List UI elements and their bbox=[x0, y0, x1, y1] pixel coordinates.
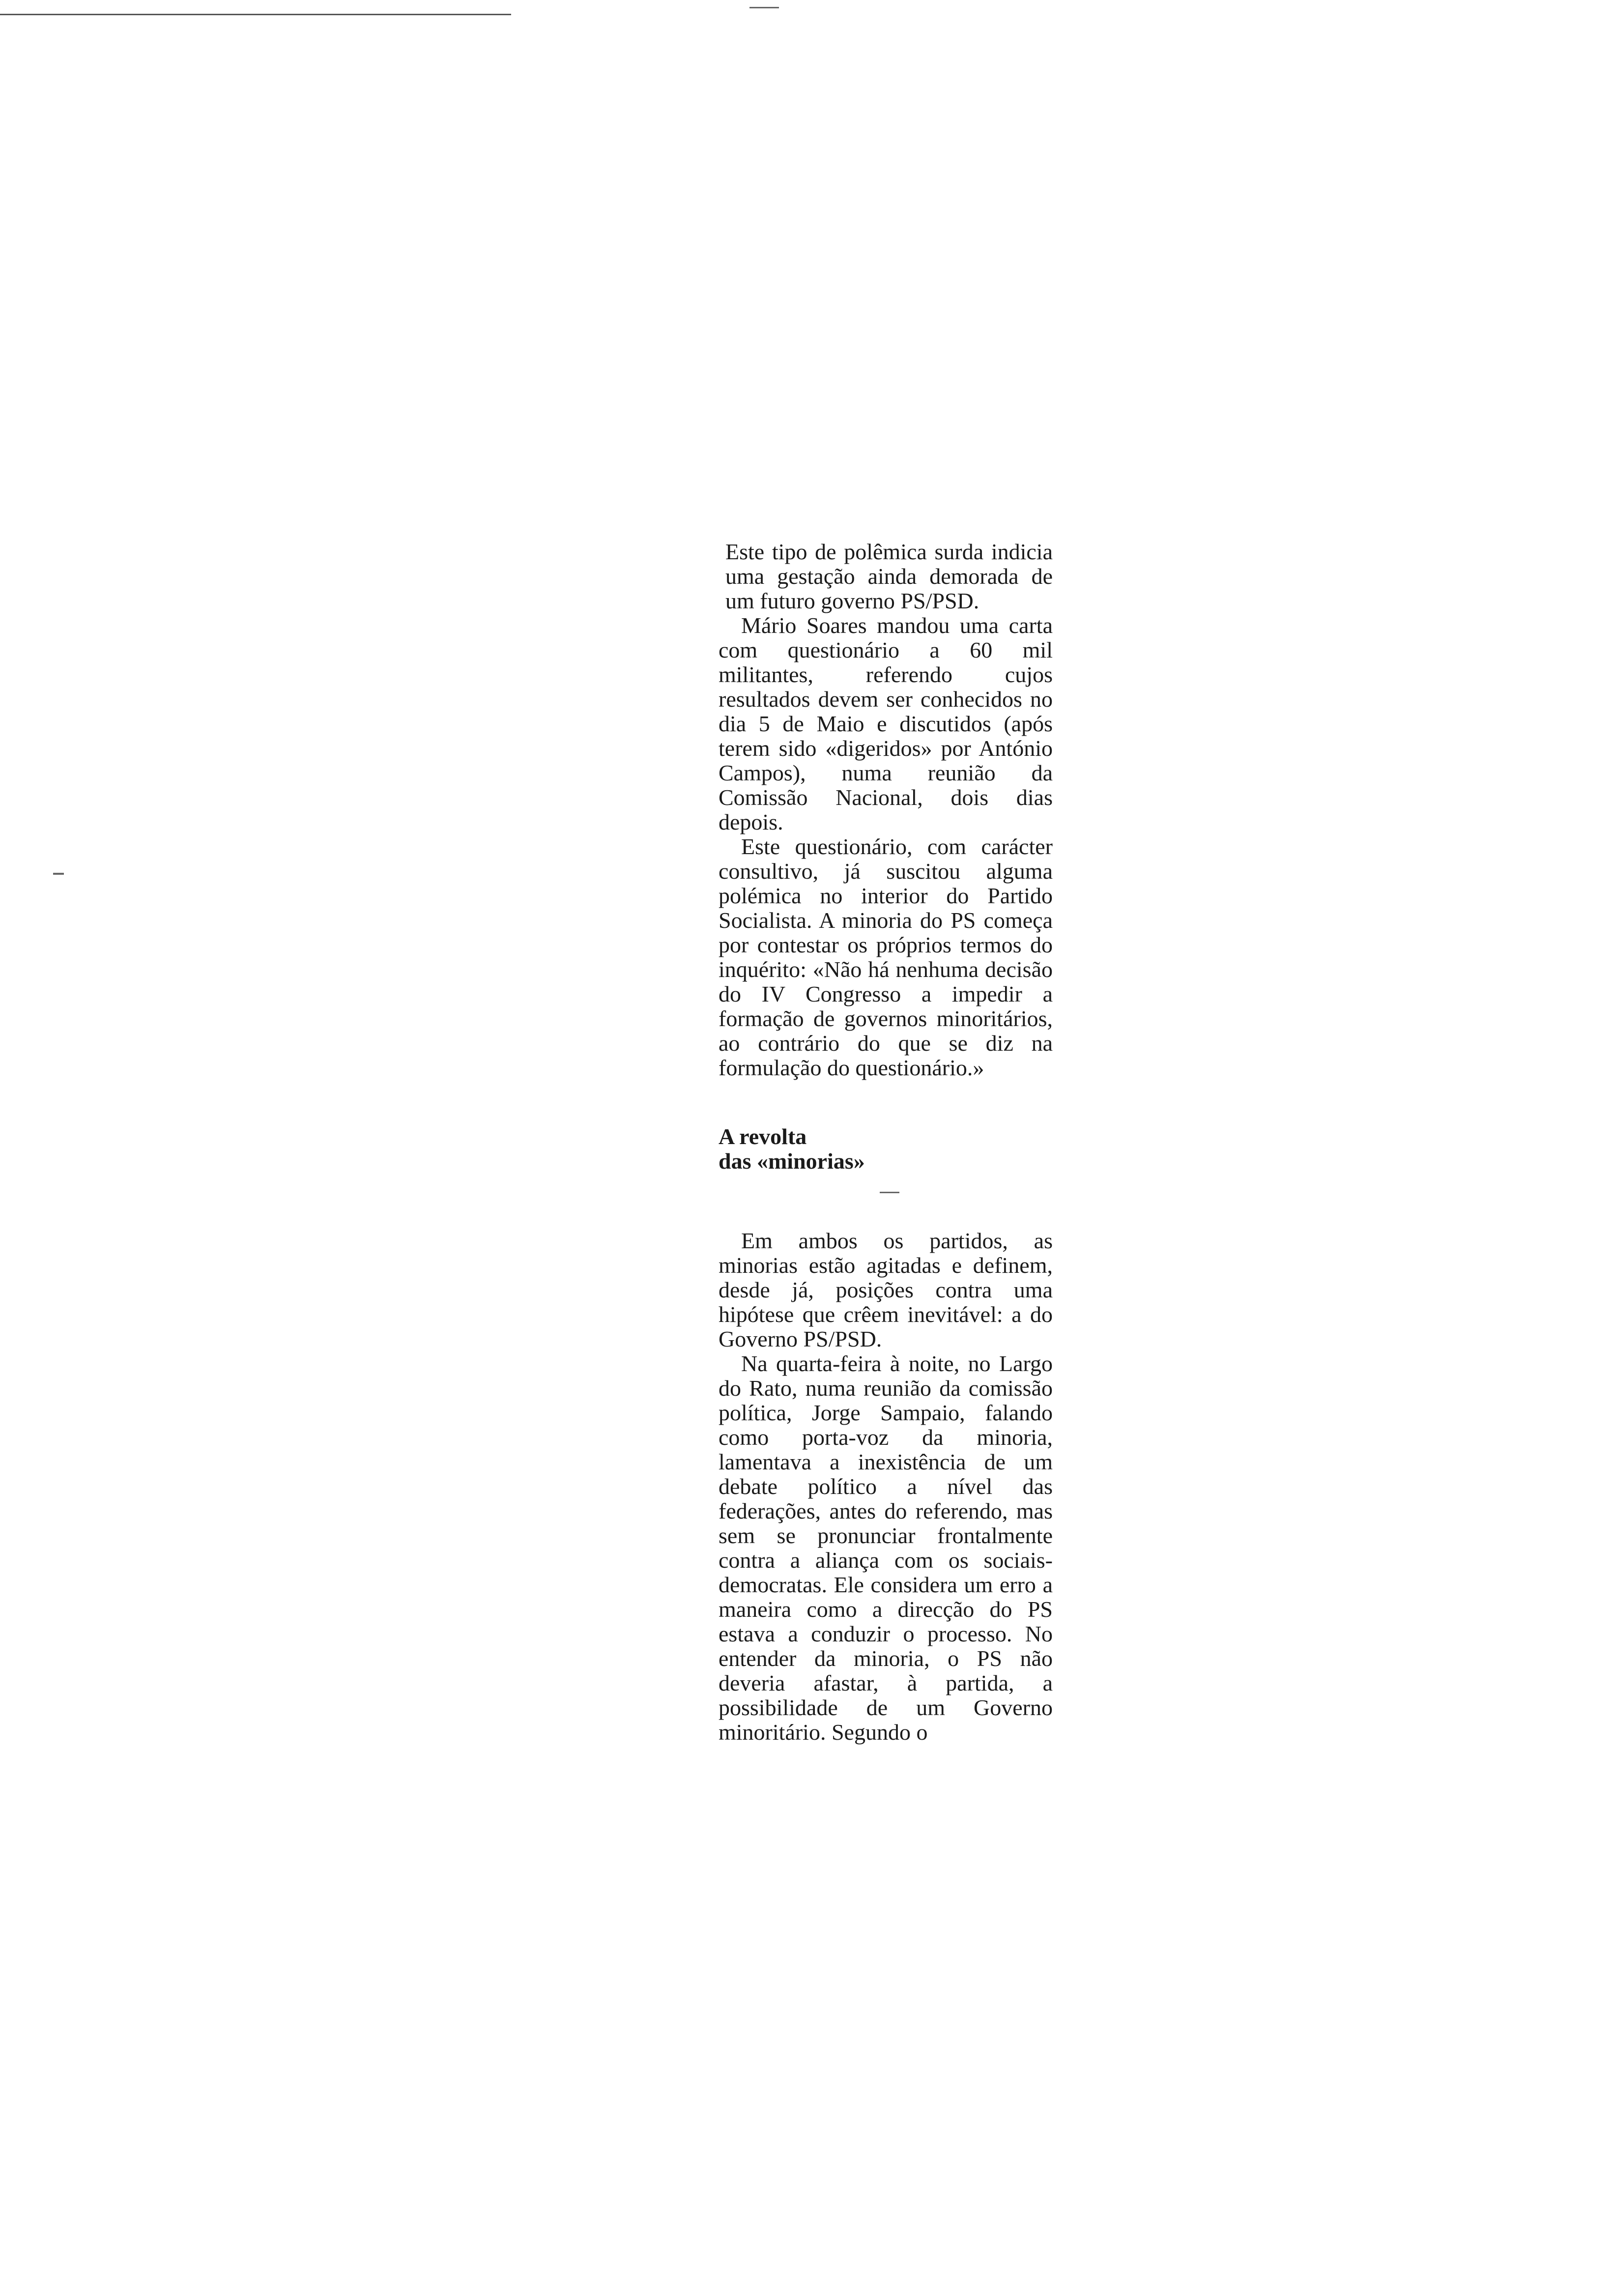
scan-edge-line bbox=[0, 14, 511, 15]
article-paragraph: Este questionário, com carácter consultivo, já suscitou alguma polémica no interior do Partido Socialista. A minoria do PS começa por contestar os próprios termos do inquérito: «Não há nenhuma decisão do IV Congresso a impedir a formação de governos minoritários, ao contrário do que se diz na formulação do questionário.» bbox=[719, 834, 1053, 1080]
article-paragraph: Mário Soares mandou uma carta com questionário a 60 mil militantes, referendo cujos resultados devem ser conhecidos no dia 5 de Maio e discutidos (após terem sido «digeridos» por António Campos), numa reunião da Comissão Nacional, dois dias depois. bbox=[719, 613, 1053, 834]
subheading-line: das «minorias» bbox=[719, 1148, 865, 1174]
scan-speck bbox=[749, 7, 779, 8]
article-paragraph: Na quarta-feira à noite, no Largo do Rato, numa reunião da comissão política, Jorge Sampaio, falando como porta-voz da minoria, lamentava a inexistência de um debate político a nível das federações, antes do referendo, mas sem se pronunciar frontalmente contra a aliança com os sociais-democratas. Ele considera um erro a maneira como a direcção do PS estava a conduzir o processo. No entender da minoria, o PS não deveria afastar, à partida, a possibilidade de um Governo minoritário. Segundo o bbox=[719, 1351, 1053, 1745]
subheading-line: A revolta bbox=[719, 1124, 807, 1149]
article-paragraph: Este tipo de polêmica surda indicia uma gestação ainda demorada de um futuro governo PS/PSD. bbox=[725, 539, 1053, 613]
article-paragraph: Em ambos os partidos, as minorias estão agitadas e definem, desde já, posições contra uma hipótese que crêem inevitável: a do Governo PS/PSD. bbox=[719, 1228, 1053, 1351]
scan-speck bbox=[53, 873, 64, 875]
article-column bbox=[719, 540, 1053, 1745]
section-subheading bbox=[719, 1124, 1053, 1174]
